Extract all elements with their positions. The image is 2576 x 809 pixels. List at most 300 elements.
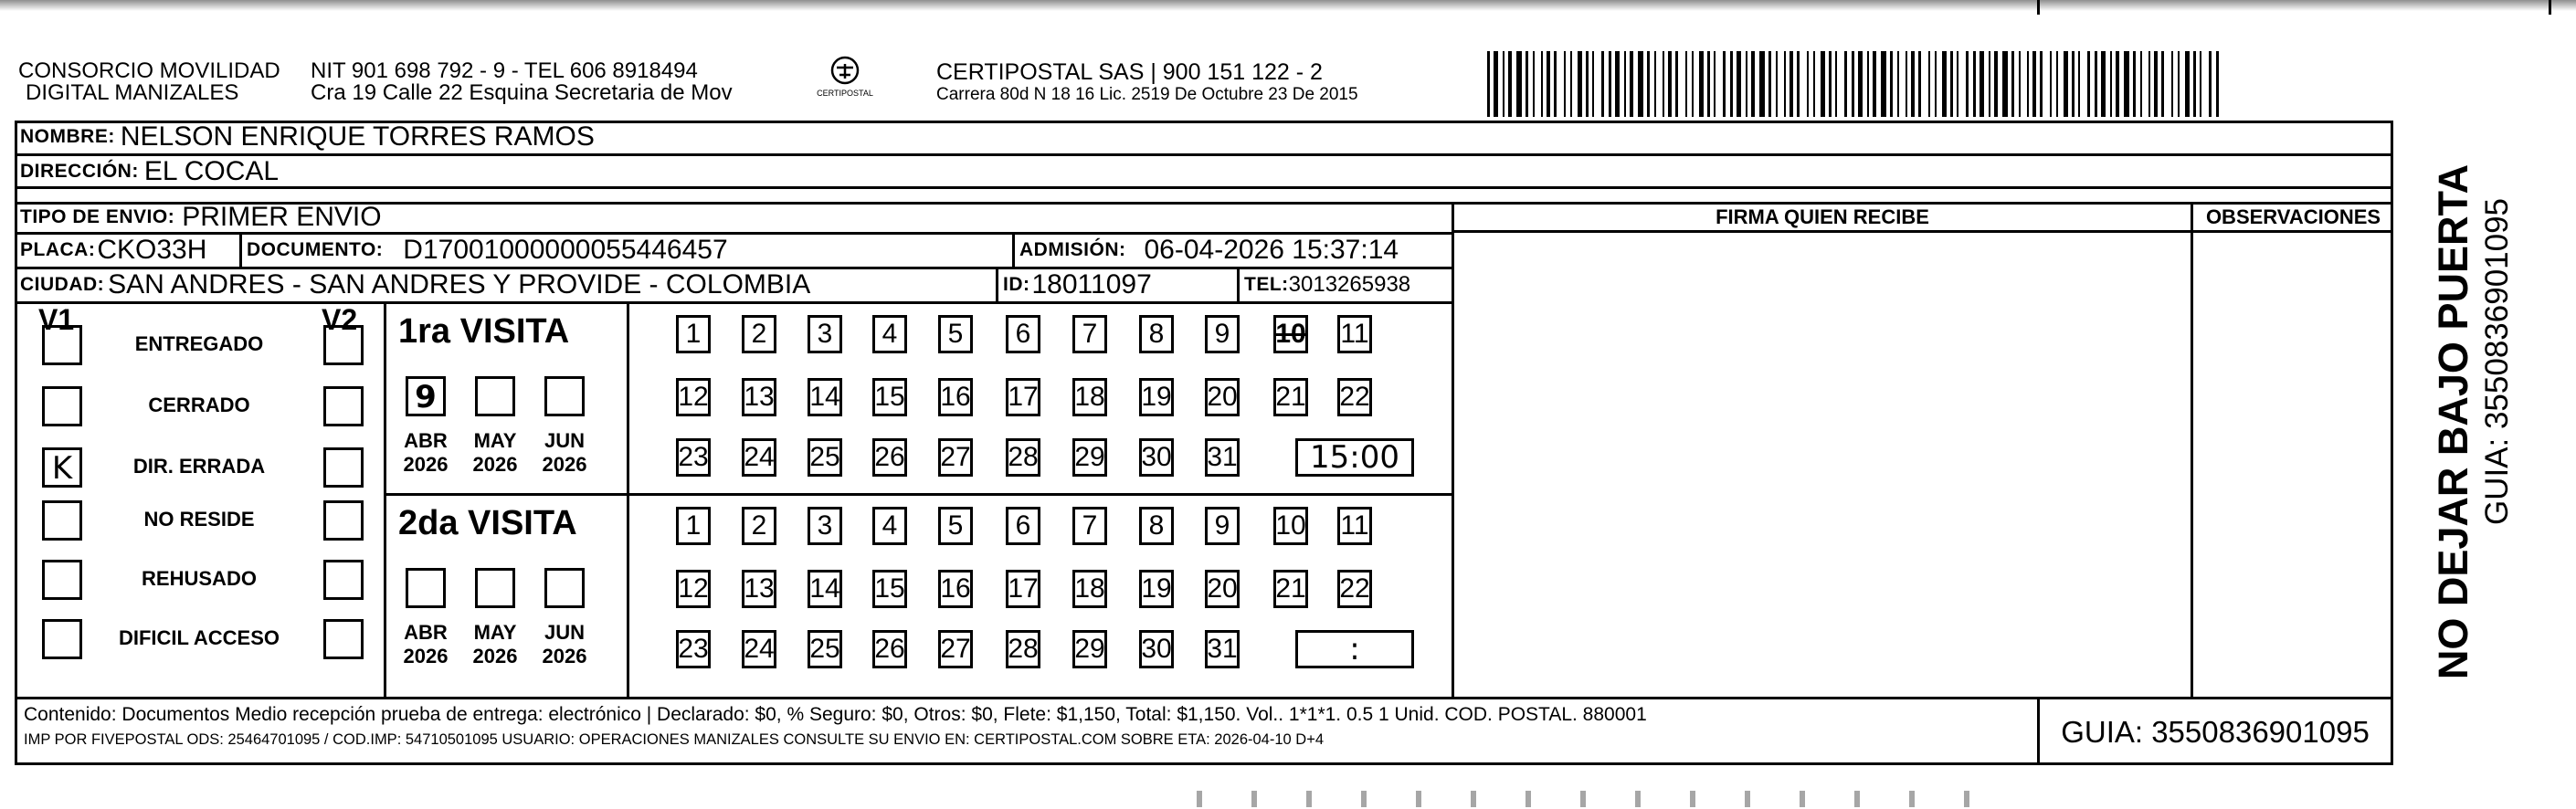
barcode-bar	[1989, 51, 1990, 117]
day-box-29[interactable]	[1072, 438, 1107, 477]
tipo-row	[20, 201, 382, 234]
barcode-bar	[1980, 51, 1984, 117]
day-number: 11	[1340, 510, 1369, 541]
barcode-bar	[2200, 51, 2201, 117]
day-box-22[interactable]	[1337, 378, 1372, 416]
day-box-30[interactable]	[1139, 438, 1174, 477]
day-number: 27	[940, 442, 971, 472]
day-box-26[interactable]	[872, 438, 907, 477]
barcode-bar	[2056, 51, 2058, 117]
day-number: 2	[751, 510, 767, 541]
tipo-label: TIPO DE ENVIO:	[20, 206, 175, 227]
barcode-bar	[1906, 51, 1907, 117]
admision-field	[1019, 234, 1399, 267]
day-number: 19	[1141, 573, 1172, 604]
visit-months-right-border	[627, 301, 629, 699]
barcode-bar	[1835, 51, 1837, 117]
day-number: 29	[1074, 442, 1105, 472]
v1-checkbox-2[interactable]	[42, 447, 82, 488]
day-number: 5	[947, 319, 964, 349]
barcode-bar	[1578, 51, 1582, 117]
observaciones-left-border	[2191, 202, 2193, 699]
sender-name-line1: CONSORCIO MOVILIDAD	[18, 58, 280, 83]
bottom-scan-remnant	[1197, 791, 2019, 807]
day-box-14[interactable]	[808, 378, 842, 416]
month-checkbox[interactable]	[475, 376, 515, 416]
barcode-bar	[1994, 51, 1998, 117]
month-checkbox[interactable]	[544, 568, 585, 608]
barcode-bar	[2101, 51, 2106, 117]
day-number: 13	[744, 382, 775, 412]
day-number: 17	[1008, 382, 1039, 412]
tipo-value: PRIMER ENVIO	[182, 202, 382, 232]
day-box-4[interactable]	[872, 315, 907, 353]
barcode-bar	[1547, 51, 1550, 117]
divider-id	[996, 267, 998, 301]
day-box-11[interactable]	[1337, 315, 1372, 353]
barcode-bar	[2040, 51, 2043, 117]
ciudad-label: CIUDAD:	[20, 274, 105, 295]
month-year: 2026	[472, 453, 518, 476]
v2-checkbox-3[interactable]	[323, 500, 364, 541]
admision-label: ADMISIÓN:	[1019, 239, 1126, 260]
barcode-bar	[2161, 51, 2164, 117]
day-box-23[interactable]	[676, 630, 711, 668]
day-box-21[interactable]	[1273, 378, 1308, 416]
day-box-14[interactable]	[808, 570, 842, 608]
barcode-bar	[1867, 51, 1869, 117]
day-box-2[interactable]	[742, 507, 776, 545]
barcode-bar	[1503, 51, 1504, 117]
barcode-bar	[1751, 51, 1755, 117]
side-guia: GUIA: 3550836901095	[2479, 197, 2515, 526]
v1-checkbox-5[interactable]	[42, 619, 82, 659]
day-box-26[interactable]	[872, 630, 907, 668]
day-box-13[interactable]	[742, 570, 776, 608]
day-number: 7	[1082, 510, 1098, 541]
day-box-11[interactable]	[1337, 507, 1372, 545]
sender-details	[311, 60, 733, 104]
row-line-1	[15, 153, 2393, 156]
barcode-bar	[2185, 51, 2190, 117]
side-no-dejar: NO DEJAR BAJO PUERTA	[2430, 163, 2476, 680]
barcode-bar	[1564, 51, 1566, 117]
day-box-22[interactable]	[1337, 570, 1372, 608]
documento-field	[247, 234, 728, 267]
v2-checkbox-2[interactable]	[323, 447, 364, 488]
day-box-5[interactable]	[938, 507, 973, 545]
day-box-15[interactable]	[872, 570, 907, 608]
visit-title: 1ra VISITA	[398, 312, 570, 351]
firma-header-bottom	[1452, 230, 2393, 233]
v2-checkbox-1[interactable]	[323, 386, 364, 426]
carrier-logo	[813, 55, 877, 98]
direccion-label: DIRECCIÓN:	[20, 161, 139, 182]
day-number: 6	[1015, 510, 1031, 541]
barcode-bar	[1768, 51, 1771, 117]
barcode-bar	[1852, 51, 1854, 117]
day-number: 17	[1008, 573, 1039, 604]
barcode-bar	[1789, 51, 1793, 117]
barcode-bar	[1973, 51, 1976, 117]
day-number: 18	[1074, 573, 1105, 604]
barcode-bar	[1541, 51, 1543, 117]
day-box-16[interactable]	[938, 378, 973, 416]
month-year: 2026	[542, 645, 587, 667]
day-box-13[interactable]	[742, 378, 776, 416]
day-number: 24	[744, 634, 775, 664]
day-number: 4	[882, 510, 898, 541]
day-box-20[interactable]	[1205, 570, 1240, 608]
status-option-label: DIFICIL ACCESO	[118, 626, 280, 649]
day-number: 27	[940, 634, 971, 664]
carrier-address: Carrera 80d N 18 16 Lic. 2519 De Octubre 23 De 2015	[936, 85, 1358, 104]
v2-checkbox-5[interactable]	[323, 619, 364, 659]
v2-checkbox-4[interactable]	[323, 560, 364, 600]
sender-nit: NIT 901 698 792 - 9 - TEL 606 8918494	[311, 58, 698, 83]
day-number: 15	[874, 573, 905, 604]
divider-tel	[1237, 267, 1240, 301]
ciudad-value: SAN ANDRES - SAN ANDRES Y PROVIDE - COLOMBIA	[108, 269, 811, 299]
day-box-23[interactable]	[676, 438, 711, 477]
day-number: 8	[1148, 319, 1165, 349]
carrier-details	[936, 60, 1358, 106]
day-number: 10	[1275, 319, 1306, 349]
barcode-bar	[1966, 51, 1969, 117]
barcode-bar	[1950, 51, 1953, 117]
barcode-bar	[2064, 51, 2068, 117]
barcode-bar	[1918, 51, 1921, 117]
month-label	[533, 621, 596, 668]
month-name: ABR	[404, 429, 448, 452]
barcode-bar	[1858, 51, 1863, 117]
barcode-bar	[2050, 51, 2052, 117]
month-label	[463, 429, 527, 477]
barcode-bar	[2110, 51, 2112, 117]
day-box-9[interactable]	[1205, 507, 1240, 545]
status-option-label: NO RESIDE	[143, 508, 255, 531]
month-label	[394, 429, 458, 477]
day-number: 20	[1207, 382, 1238, 412]
day-box-16[interactable]	[938, 570, 973, 608]
day-box-25[interactable]	[808, 438, 842, 477]
status-option-label: DIR. ERRADA	[132, 455, 266, 478]
day-number: 14	[809, 382, 840, 412]
day-number: 26	[874, 634, 905, 664]
day-number: 16	[940, 382, 971, 412]
barcode-bar	[2133, 51, 2136, 117]
barcode-bar	[1570, 51, 1572, 117]
day-box-28[interactable]	[1006, 438, 1040, 477]
day-number: 31	[1207, 634, 1238, 664]
barcode-bar	[1554, 51, 1557, 117]
day-box-24[interactable]	[742, 630, 776, 668]
barcode-bar	[2140, 51, 2142, 117]
day-box-25[interactable]	[808, 630, 842, 668]
barcode-bar	[1928, 51, 1930, 117]
month-label	[463, 621, 527, 668]
day-number: 3	[817, 510, 833, 541]
day-number: 29	[1074, 634, 1105, 664]
barcode-bar	[1807, 51, 1809, 117]
day-number: 23	[678, 634, 709, 664]
admision-value: 06-04-2026 15:37:14	[1144, 235, 1399, 265]
day-box-27[interactable]	[938, 630, 973, 668]
barcode-bar	[1508, 51, 1512, 117]
time-field[interactable]	[1295, 630, 1414, 668]
day-box-20[interactable]	[1205, 378, 1240, 416]
month-checkbox[interactable]	[406, 568, 446, 608]
barcode-bar	[1630, 51, 1633, 117]
barcode-bar	[1746, 51, 1747, 117]
barcode-bar	[1821, 51, 1825, 117]
day-box-9[interactable]	[1205, 315, 1240, 353]
day-box-30[interactable]	[1139, 630, 1174, 668]
time-value: :	[1349, 631, 1360, 667]
day-number: 14	[809, 573, 840, 604]
day-box-24[interactable]	[742, 438, 776, 477]
day-box-27[interactable]	[938, 438, 973, 477]
barcode-bar	[2171, 51, 2173, 117]
barcode-bar	[1730, 51, 1733, 117]
barcode-bar	[2078, 51, 2080, 117]
firma-header: FIRMA QUIEN RECIBE	[1716, 205, 1929, 228]
day-box-1[interactable]	[676, 315, 711, 353]
month-year: 2026	[403, 645, 449, 667]
v1-check-mark: K	[51, 450, 73, 487]
month-name: JUN	[544, 429, 585, 452]
top-edge-divider	[2037, 0, 2040, 15]
day-number: 20	[1207, 573, 1238, 604]
day-box-19[interactable]	[1139, 570, 1174, 608]
barcode-bar	[1668, 51, 1672, 117]
barcode-bar	[1723, 51, 1726, 117]
day-box-6[interactable]	[1006, 315, 1040, 353]
day-box-21[interactable]	[1273, 570, 1308, 608]
day-number: 30	[1141, 442, 1172, 472]
barcode-bar	[1647, 51, 1650, 117]
placa-label: PLACA:	[20, 239, 96, 260]
day-box-18[interactable]	[1072, 570, 1107, 608]
sender-name-line2: DIGITAL MANIZALES	[26, 80, 239, 105]
barcode-bar	[1494, 51, 1498, 117]
status-column-right-border	[384, 301, 386, 699]
row-line-2	[15, 186, 2393, 189]
day-number: 24	[744, 442, 775, 472]
barcode-bar	[2216, 51, 2219, 117]
barcode-bar	[2209, 51, 2212, 117]
v1-checkbox-0[interactable]	[42, 325, 82, 365]
day-number: 1	[685, 510, 702, 541]
day-box-5[interactable]	[938, 315, 973, 353]
day-box-29[interactable]	[1072, 630, 1107, 668]
nombre-row	[20, 121, 595, 153]
day-box-17[interactable]	[1006, 378, 1040, 416]
day-number: 12	[678, 573, 709, 604]
barcode-bar	[1829, 51, 1832, 117]
direccion-row	[20, 155, 279, 188]
day-number: 21	[1275, 573, 1306, 604]
day-box-8[interactable]	[1139, 507, 1174, 545]
day-box-19[interactable]	[1139, 378, 1174, 416]
barcode-bar	[1813, 51, 1815, 117]
carrier-name: CERTIPOSTAL SAS | 900 151 122 - 2	[936, 59, 1323, 85]
month-name: ABR	[404, 621, 448, 644]
month-year: 2026	[403, 453, 449, 476]
day-box-17[interactable]	[1006, 570, 1040, 608]
tel-label: TEL:	[1244, 274, 1289, 295]
day-box-8[interactable]	[1139, 315, 1174, 353]
month-checkbox[interactable]	[475, 568, 515, 608]
top-edge-strip	[0, 0, 2576, 11]
id-label: ID:	[1003, 274, 1030, 295]
barcode-bar	[1526, 51, 1528, 117]
day-box-4[interactable]	[872, 507, 907, 545]
status-option-label: CERRADO	[148, 394, 250, 416]
footer-imp: IMP POR FIVEPOSTAL ODS: 25464701095 / COD.IMP: 54710501095 USUARIO: OPERACIONES MANIZALES CONSULTE SU ENVIO EN: CERTIPOSTAL.COM SOBRE ETA: 2026-04-10 D+4	[24, 731, 1325, 748]
day-box-3[interactable]	[808, 315, 842, 353]
day-number: 7	[1082, 319, 1098, 349]
barcode-bar	[1638, 51, 1643, 117]
barcode-bar	[1942, 51, 1947, 117]
day-number: 15	[874, 382, 905, 412]
barcode-bar	[1935, 51, 1937, 117]
day-number: 9	[1214, 510, 1230, 541]
barcode-bar	[1776, 51, 1778, 117]
day-box-31[interactable]	[1205, 630, 1240, 668]
month-checkbox[interactable]	[544, 376, 585, 416]
barcode-bar	[1699, 51, 1704, 117]
day-box-10[interactable]	[1273, 315, 1308, 353]
day-box-28[interactable]	[1006, 630, 1040, 668]
id-field	[1003, 268, 1152, 301]
barcode-bar	[1844, 51, 1847, 117]
day-number: 22	[1339, 573, 1370, 604]
day-box-15[interactable]	[872, 378, 907, 416]
sender-name	[18, 60, 280, 104]
day-number: 25	[809, 442, 840, 472]
day-number: 2	[751, 319, 767, 349]
barcode-bar	[2019, 51, 2021, 117]
day-box-31[interactable]	[1205, 438, 1240, 477]
day-box-1[interactable]	[676, 507, 711, 545]
month-label	[533, 429, 596, 477]
day-number: 28	[1008, 442, 1039, 472]
placa-value: CKO33H	[97, 235, 207, 265]
month-check-mark: 9	[415, 379, 437, 415]
day-number: 19	[1141, 382, 1172, 412]
v1-checkbox-4[interactable]	[42, 560, 82, 600]
barcode-bar	[1609, 51, 1611, 117]
barcode-bar	[2072, 51, 2075, 117]
barcode-bar	[2178, 51, 2180, 117]
day-box-6[interactable]	[1006, 507, 1040, 545]
day-box-18[interactable]	[1072, 378, 1107, 416]
day-box-2[interactable]	[742, 315, 776, 353]
v1-checkbox-1[interactable]	[42, 386, 82, 426]
day-box-7[interactable]	[1072, 507, 1107, 545]
carrier-logo-icon	[827, 55, 863, 88]
documento-value: D17001000000055446457	[403, 235, 728, 265]
barcode-bar	[1737, 51, 1741, 117]
visit-title: 2da VISITA	[398, 504, 577, 542]
month-label	[394, 621, 458, 668]
barcode-bar	[1873, 51, 1876, 117]
ciudad-field	[20, 268, 810, 301]
barcode-bar	[2193, 51, 2196, 117]
month-year: 2026	[542, 453, 587, 476]
carrier-logo-text: CERTIPOSTAL	[817, 89, 873, 98]
barcode-bar	[2087, 51, 2090, 117]
observaciones-header: OBSERVACIONES	[2205, 205, 2381, 228]
day-number: 1	[685, 319, 702, 349]
month-name: MAY	[473, 429, 517, 452]
sender-address: Cra 19 Calle 22 Esquina Secretaria de Mov	[311, 80, 733, 105]
day-box-7[interactable]	[1072, 315, 1107, 353]
barcode-bar	[1890, 51, 1893, 117]
divider-placa	[239, 232, 242, 267]
day-number: 13	[744, 573, 775, 604]
month-checkbox[interactable]	[406, 376, 446, 416]
day-box-12[interactable]	[676, 570, 711, 608]
placa-field	[20, 234, 206, 267]
id-value: 18011097	[1031, 269, 1152, 299]
day-number: 8	[1148, 510, 1165, 541]
month-year: 2026	[472, 645, 518, 667]
tel-field	[1244, 268, 1410, 301]
time-field[interactable]	[1295, 438, 1414, 477]
v1-checkbox-3[interactable]	[42, 500, 82, 541]
barcode-bar	[1624, 51, 1626, 117]
time-value: 15:00	[1310, 439, 1399, 476]
day-number: 21	[1275, 382, 1306, 412]
barcode-bar	[1675, 51, 1678, 117]
nombre-value: NELSON ENRIQUE TORRES RAMOS	[120, 121, 595, 152]
barcode-bar	[2032, 51, 2036, 117]
day-number: 22	[1339, 382, 1370, 412]
barcode-bar	[1516, 51, 1522, 117]
v2-label: V2	[322, 303, 358, 336]
barcode-bar	[2154, 51, 2158, 117]
month-name: MAY	[473, 621, 517, 644]
barcode-bar	[1663, 51, 1664, 117]
barcode-bar	[1797, 51, 1800, 117]
footer-guia: GUIA: 3550836901095	[2061, 715, 2370, 749]
barcode-bar	[1784, 51, 1786, 117]
day-box-12[interactable]	[676, 378, 711, 416]
day-box-10[interactable]	[1273, 507, 1308, 545]
footer-contenido: Contenido: Documentos Medio recepción prueba de entrega: electrónico | Declarado: $0, % Seguro: $0, Otros: $0, Flete: $1,150, Total: $1,150. Vol.. 1*1*1. 0.5 1 Unid. COD. POSTAL. 880001	[24, 704, 1647, 725]
day-number: 6	[1015, 319, 1031, 349]
day-number: 11	[1340, 319, 1369, 349]
barcode-bar	[2116, 51, 2119, 117]
day-number: 28	[1008, 634, 1039, 664]
v2-checkbox-0[interactable]	[323, 325, 364, 365]
nombre-label: NOMBRE:	[20, 126, 115, 147]
tel-value: 3013265938	[1288, 272, 1411, 297]
barcode-bar	[1601, 51, 1604, 117]
day-number: 9	[1214, 319, 1230, 349]
barcode-bar	[2027, 51, 2029, 117]
day-number: 16	[940, 573, 971, 604]
barcode-bar	[1654, 51, 1656, 117]
barcode-bar	[1586, 51, 1589, 117]
barcode-bar	[1487, 51, 1490, 117]
row-line-6	[15, 301, 1454, 304]
day-number: 31	[1207, 442, 1238, 472]
day-number: 30	[1141, 634, 1172, 664]
day-box-3[interactable]	[808, 507, 842, 545]
